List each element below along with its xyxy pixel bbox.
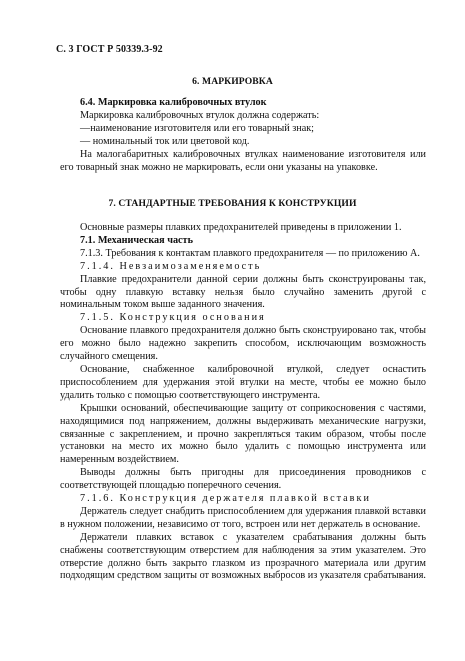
subsection-7-1-4-title: 7.1.4. Невзаимозаменяемость — [80, 260, 262, 272]
page-header: С. 3 ГОСТ Р 50339.3-92 — [56, 44, 163, 55]
base-paragraph-2: Основание, снабженное калибровочной втулкой, следует оснастить приспособлением для удержания этой втулки на месте, чтобы ее можно было удалить только с помощью соответствующего инструмента. — [60, 363, 426, 401]
section-7-body — [60, 222, 426, 583]
marking-item-2: — номинальный ток или цветовой код. — [80, 135, 250, 147]
marking-item-1: —наименование изготовителя или его товарный знак; — [80, 122, 315, 134]
holder-paragraph-2: Держатели плавких вставок с указателем срабатывания должны быть снабжены соответствующим отверстием для наблюдения за этим указателем. Это отверстие должно быть закрыто глазком из прозрачного материала или другим подходящим средством защиты от возможных выбросов из указателя срабатывания. — [60, 531, 426, 582]
section-6-body — [60, 97, 426, 174]
contacts-paragraph: 7.1.3. Требования к контактам плавкого предохранителя — по приложению А. — [80, 247, 420, 259]
section-6-title: 6. МАРКИРОВКА — [192, 76, 273, 87]
marking-intro: Маркировка калибровочных втулок должна содержать: — [80, 109, 320, 121]
non-interchangeability-paragraph: Плавкие предохранители данной серии должны быть сконструированы так, чтобы одну плавкую вставку нельзя было случайно заменить другой с номинальным током выше заданного значения. — [60, 273, 426, 311]
subsection-7-1-title: 7.1. Механическая часть — [80, 234, 193, 246]
subsection-7-1-6-title: 7.1.6. Конструкция держателя плавкой вставки — [80, 493, 371, 505]
subsection-6-4-title: 6.4. Маркировка калибровочных втулок — [80, 97, 267, 108]
base-paragraph-1: Основание плавкого предохранителя должно быть сконструировано так, чтобы его можно было надежно закрепить способом, исключающим возможность случайного смещения. — [60, 325, 426, 363]
subsection-7-1-5-title: 7.1.5. Конструкция основания — [80, 312, 266, 324]
section-7-title: 7. СТАНДАРТНЫЕ ТРЕБОВАНИЯ К КОНСТРУКЦИИ — [108, 198, 357, 209]
dimensions-paragraph: Основные размеры плавких предохранителей приведены в приложении 1. — [80, 222, 402, 233]
base-paragraph-3: Крышки оснований, обеспечивающие защиту от соприкосновения с частями, находящимися под напряжением, должны выдерживать механические нагрузки, связанные с закреплением, и прочно закрепляться таким образом, чтобы после установки на место их можно было удалить с помощью инструмента или намеренным воздействием. — [60, 402, 426, 466]
marking-note: На малогабаритных калибровочных втулках наименование изготовителя или его товарный знак можно не маркировать, если они указаны на упаковке. — [60, 148, 426, 173]
holder-paragraph-1: Держатель следует снабдить приспособлением для удержания плавкой вставки в нужном положении, независимо от того, встроен или нет держатель в основание. — [60, 505, 426, 530]
base-paragraph-4: Выводы должны быть пригодны для присоединения проводников с соответствующей площадью поперечного сечения. — [60, 467, 426, 492]
